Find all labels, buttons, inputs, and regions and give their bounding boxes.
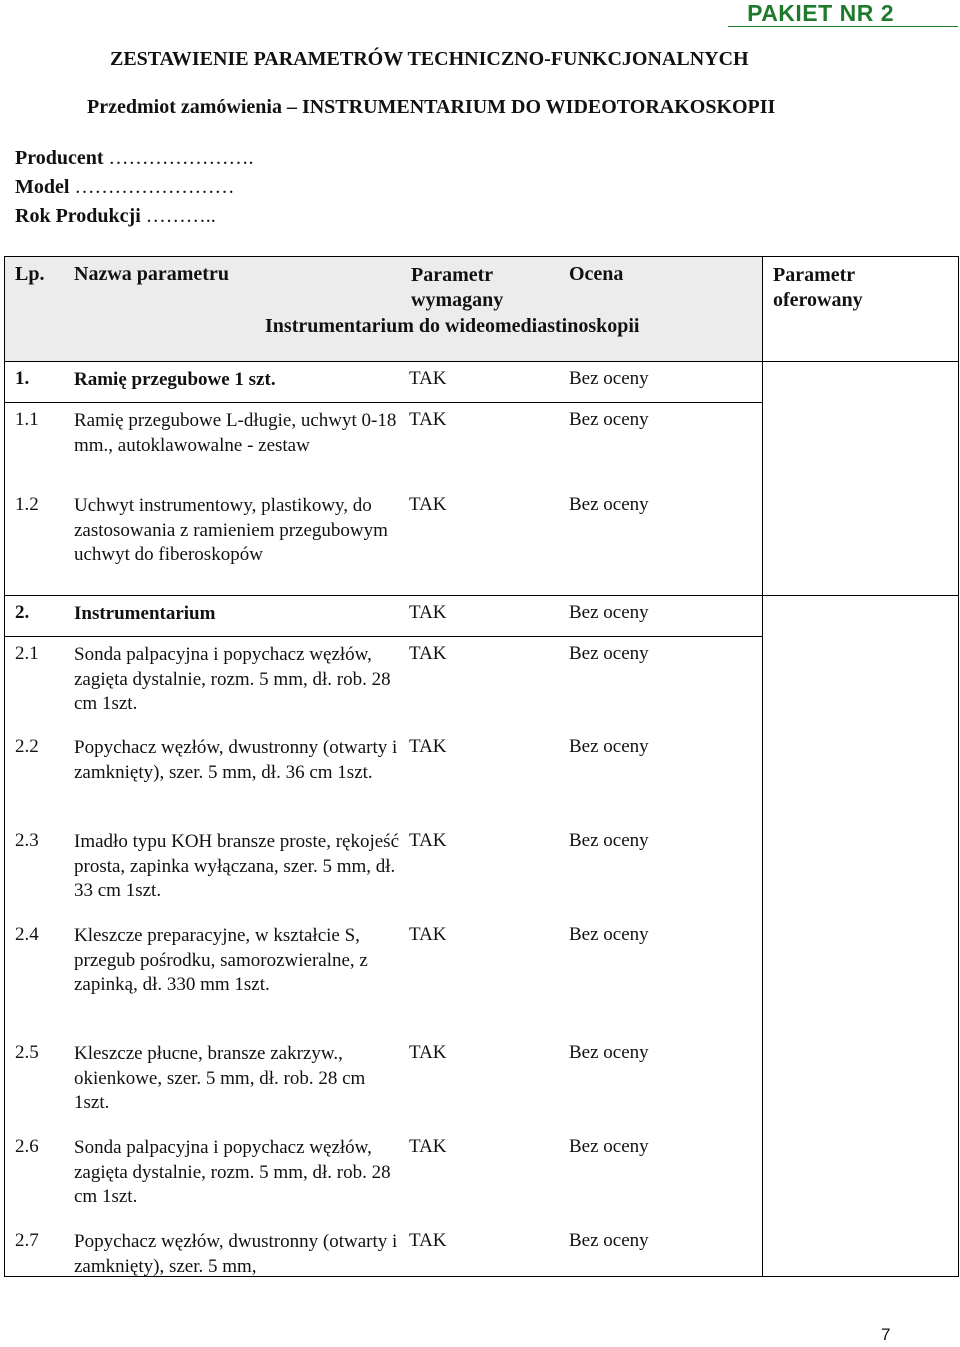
row-offered-cell[interactable] [763, 596, 959, 1277]
row-required: TAK [409, 736, 447, 757]
row-required: TAK [409, 409, 447, 430]
col-name-header: Nazwa parametru [74, 263, 229, 285]
producent-line [15, 147, 254, 170]
table-row-main [5, 918, 763, 1036]
row-lp: 2.4 [15, 924, 39, 945]
row-lp: 2.7 [15, 1230, 39, 1251]
row-lp: 2.2 [15, 736, 39, 757]
document-subtitle: Przedmiot zamówienia – INSTRUMENTARIUM DO WIDEOTORAKOSKOPII [87, 96, 776, 118]
row-lp: 2.6 [15, 1136, 39, 1157]
row-required: TAK [409, 924, 447, 945]
document-title: ZESTAWIENIE PARAMETRÓW TECHNICZNO-FUNKCJONALNYCH [110, 48, 749, 70]
table-row-main [5, 1130, 763, 1224]
table-subheader: Instrumentarium do wideomediastinoskopii [265, 315, 640, 337]
row-name: Sonda palpacyjna i popychacz węzłów, zagięta dystalnie, rozm. 5 mm, dł. rob. 28 cm 1szt. [74, 644, 391, 714]
row-required: TAK [409, 1042, 447, 1063]
row-required: TAK [409, 643, 447, 664]
col-ocena-header: Ocena [569, 263, 624, 285]
table-row-main [5, 824, 763, 918]
row-lp: 1.2 [15, 494, 39, 515]
row-lp: 2.5 [15, 1042, 39, 1063]
row-ocena: Bez oceny [569, 409, 649, 430]
row-name: Ramię przegubowe 1 szt. [74, 369, 276, 390]
row-ocena: Bez oceny [569, 602, 649, 623]
package-underline [728, 26, 958, 27]
table-row [5, 362, 959, 403]
row-name: Ramię przegubowe L-długie, uchwyt 0-18 mm., autoklawowalne - zestaw [74, 410, 397, 456]
row-name: Instrumentarium [74, 603, 216, 624]
parameter-table [4, 256, 959, 1277]
row-name: Uchwyt instrumentowy, plastikowy, do zastosowania z ramieniem przegubowym uchwyt do fiberoskopów [74, 495, 388, 565]
rok-line [15, 205, 216, 228]
row-name: Sonda palpacyjna i popychacz węzłów, zagięta dystalnie, rozm. 5 mm, dł. rob. 28 cm 1szt. [74, 1137, 391, 1207]
row-required: TAK [409, 1230, 447, 1251]
row-ocena: Bez oceny [569, 736, 649, 757]
table-row-main [5, 596, 763, 637]
row-required: TAK [409, 602, 447, 623]
row-required: TAK [409, 1136, 447, 1157]
row-offered-cell[interactable] [763, 362, 959, 596]
row-required: TAK [409, 368, 447, 389]
row-name: Popychacz węzłów, dwustronny (otwarty i zamknięty), szer. 5 mm, dł. 36 cm 1szt. [74, 737, 398, 783]
producent-label: Producent [15, 147, 104, 169]
row-name: Kleszcze preparacyjne, w kształcie S, przegub pośrodku, samorozwieralne, z zapinką, dł. 330 mm 1szt. [74, 925, 368, 995]
row-name: Popychacz węzłów, dwustronny (otwarty i zamknięty), szer. 5 mm, [74, 1231, 398, 1277]
table-row-main [5, 1036, 763, 1130]
row-name: Imadło typu KOH bransze proste, rękojeść prosta, zapinka wyłączana, szer. 5 mm, dł. 33 cm 1szt. [74, 831, 400, 901]
rok-dots: ……….. [145, 205, 216, 227]
row-name: Kleszcze płucne, bransze zakrzyw., okienkowe, szer. 5 mm, dł. rob. 28 cm 1szt. [74, 1043, 366, 1113]
table-row [5, 596, 959, 637]
model-dots: …………………… [74, 176, 235, 198]
row-ocena: Bez oceny [569, 494, 649, 515]
table-header-row [5, 257, 959, 362]
col-lp-header: Lp. [15, 263, 45, 285]
row-ocena: Bez oceny [569, 1042, 649, 1063]
rok-label: Rok Produkcji [15, 205, 141, 227]
row-lp: 1. [15, 368, 30, 389]
table-row-main [5, 492, 763, 596]
package-number: PAKIET NR 2 [747, 0, 894, 26]
table-row-main [5, 1224, 763, 1277]
table-row-main [5, 730, 763, 824]
table-header-main [5, 257, 763, 362]
row-ocena: Bez oceny [569, 924, 649, 945]
row-ocena: Bez oceny [569, 643, 649, 664]
row-ocena: Bez oceny [569, 368, 649, 389]
producent-dots: …………………. [108, 147, 254, 169]
page-number: 7 [881, 1325, 891, 1344]
row-lp: 2. [15, 602, 30, 623]
table-row-main [5, 403, 763, 493]
model-label: Model [15, 176, 70, 198]
row-ocena: Bez oceny [569, 1230, 649, 1251]
row-lp: 1.1 [15, 409, 39, 430]
row-required: TAK [409, 494, 447, 515]
table-row-main [5, 637, 763, 731]
col-offered-text: Parametr oferowany [773, 264, 863, 311]
row-lp: 2.1 [15, 643, 39, 664]
table-row-main [5, 362, 763, 403]
col-offered-header [763, 257, 959, 362]
row-lp: 2.3 [15, 830, 39, 851]
col-required-header: Parametr wymagany [411, 264, 504, 311]
row-ocena: Bez oceny [569, 830, 649, 851]
model-line [15, 176, 234, 199]
row-required: TAK [409, 830, 447, 851]
row-ocena: Bez oceny [569, 1136, 649, 1157]
